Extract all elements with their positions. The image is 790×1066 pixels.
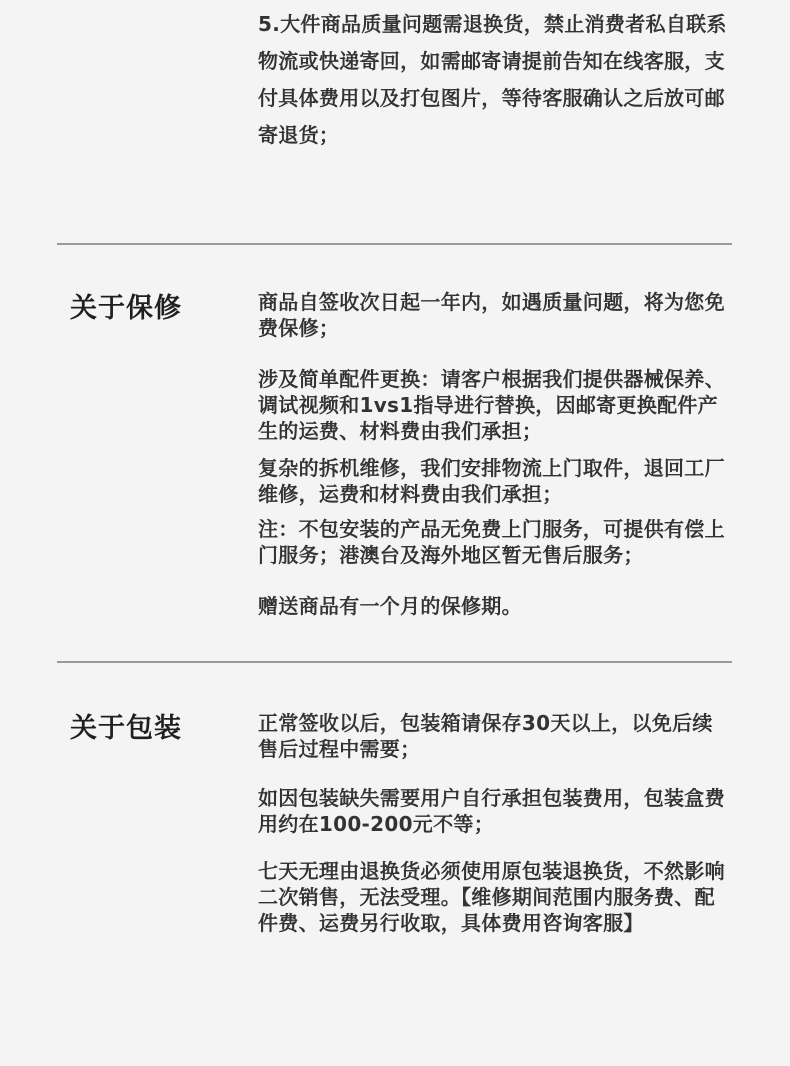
warranty-paragraph-1: 商品自签收次日起一年内，如遇质量问题，将为您免费保修； — [258, 290, 725, 340]
warranty-paragraph-4: 注：不包安装的产品无免费上门服务，可提供有偿上门服务；港澳台及海外地区暂无售后服务； — [258, 517, 725, 567]
section-divider — [57, 661, 732, 663]
packaging-paragraph-3: 七天无理由退换货必须使用原包装退换货，不然影响二次销售，无法受理。【维修期间范围内服务费、配件费、运费另行收取，具体费用咨询客服】 — [258, 859, 725, 935]
packaging-paragraph-2: 如因包装缺失需要用户自行承担包装费用，包装盒费用约在100-200元不等； — [258, 786, 725, 836]
section-divider — [57, 243, 732, 245]
warranty-paragraph-2: 涉及简单配件更换：请客户根据我们提供器械保养、调试视频和1vs1指导进行替换，因邮寄更换配件产生的运费、材料费由我们承担； — [258, 367, 725, 443]
packaging-section-title: 关于包装 — [70, 713, 182, 744]
packaging-paragraph-1: 正常签收以后，包装箱请保存30天以上，以免后续售后过程中需要； — [258, 711, 713, 761]
warranty-paragraph-5: 赠送商品有一个月的保修期。 — [258, 594, 522, 618]
warranty-paragraph-3: 复杂的拆机维修，我们安排物流上门取件，退回工厂维修，运费和材料费由我们承担； — [258, 456, 725, 506]
warranty-section-title: 关于保修 — [70, 293, 182, 324]
large-item-return-paragraph: 5.大件商品质量问题需退换货，禁止消费者私自联系物流或快递寄回，如需邮寄请提前告知在线客服，支付具体费用以及打包图片，等待客服确认之后放可邮寄退货； — [258, 12, 727, 147]
